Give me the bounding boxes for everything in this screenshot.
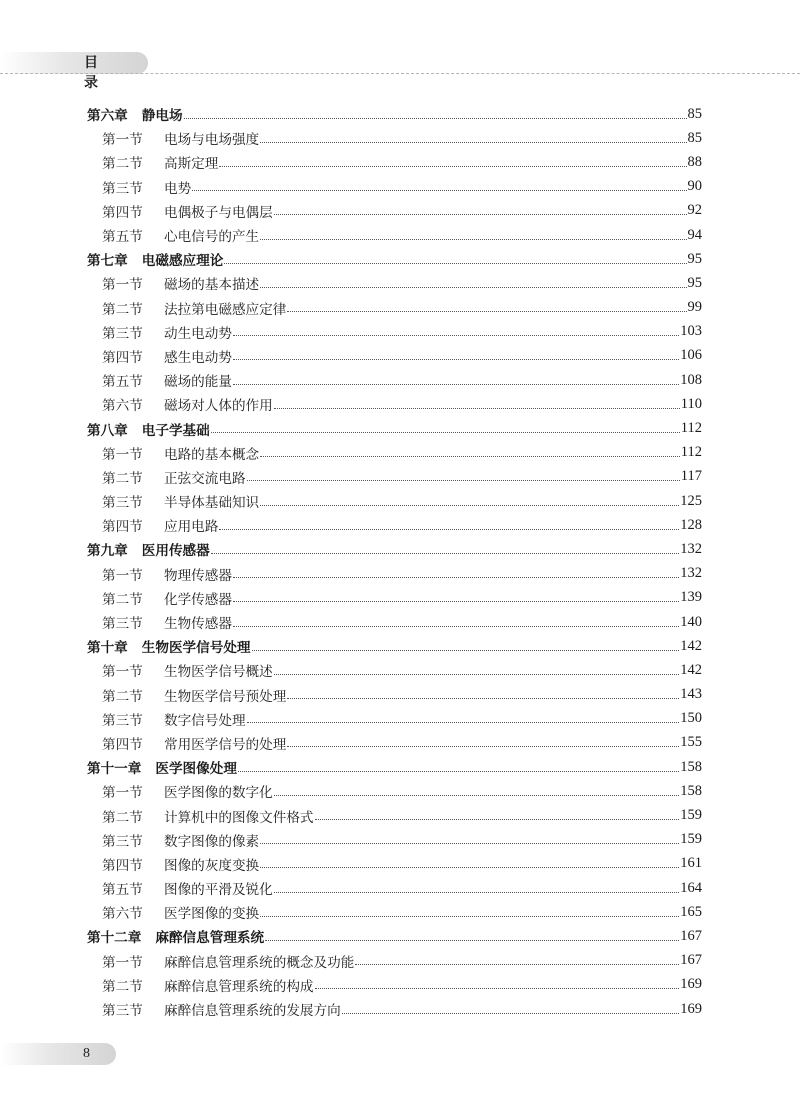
- toc-entry-title: 电偶极子与电偶层: [164, 204, 273, 221]
- toc-entry-page: 158: [680, 758, 702, 775]
- toc-leader-dots: [260, 916, 679, 917]
- toc-entry-title: 感生电动势: [164, 349, 232, 366]
- toc-entry-number: 第六章: [87, 108, 128, 125]
- toc-entry-title: 物理传感器: [164, 567, 232, 584]
- toc-entry-title: 麻醉信息管理系统的概念及功能: [164, 954, 355, 971]
- toc-leader-dots: [219, 529, 679, 530]
- toc-entry-number: 第二节: [102, 809, 143, 826]
- toc-entry-title: 电路的基本概念: [164, 446, 260, 463]
- toc-entry-number: 第二节: [102, 470, 143, 487]
- toc-leader-dots: [219, 166, 686, 167]
- toc-section-row[interactable]: [87, 876, 702, 900]
- toc-leader-dots: [260, 843, 679, 844]
- toc-entry-number: 第六节: [102, 398, 143, 415]
- toc-leader-dots: [247, 722, 680, 723]
- toc-leader-dots: [192, 190, 686, 191]
- toc-section-row[interactable]: [87, 441, 702, 465]
- toc-entry-title: 常用医学信号的处理: [164, 736, 287, 753]
- toc-entry-page: 169: [680, 1000, 702, 1017]
- toc-entry-number: 第二节: [102, 978, 143, 995]
- toc-entry-number: 第二节: [102, 301, 143, 318]
- toc-entry-title: 生物医学信号概述: [164, 664, 273, 681]
- toc-section-row[interactable]: [87, 320, 702, 344]
- toc-chapter-row[interactable]: [87, 634, 702, 658]
- toc-section-row[interactable]: [87, 900, 702, 924]
- header-divider: [0, 73, 800, 74]
- toc-entry-page: 159: [680, 831, 702, 848]
- toc-entry-page: 85: [687, 129, 702, 146]
- toc-entry-page: 164: [680, 879, 702, 896]
- toc-leader-dots: [252, 650, 680, 651]
- toc-entry-page: 128: [680, 516, 702, 533]
- toc-leader-dots: [233, 577, 679, 578]
- toc-entry-title: 磁场对人体的作用: [164, 398, 273, 415]
- toc-section-row[interactable]: [87, 586, 702, 610]
- toc-entry-title: 磁场的基本描述: [164, 277, 260, 294]
- toc-section-row[interactable]: [87, 271, 702, 295]
- toc-entry-number: 第九章: [87, 543, 128, 560]
- toc-entry-page: 140: [680, 613, 702, 630]
- toc-entry-number: 第十二章: [87, 930, 142, 947]
- toc-entry-page: 142: [680, 661, 702, 678]
- toc-section-row[interactable]: [87, 803, 702, 827]
- toc-chapter-row[interactable]: [87, 416, 702, 440]
- toc-entry-title: 图像的平滑及锐化: [164, 882, 273, 899]
- toc-entry-number: 第二节: [102, 688, 143, 705]
- toc-section-row[interactable]: [87, 175, 702, 199]
- toc-section-row[interactable]: [87, 828, 702, 852]
- toc-entry-number: 第三节: [102, 1003, 143, 1020]
- toc-entry-number: 第五节: [102, 882, 143, 899]
- toc-entry-number: 第四节: [102, 519, 143, 536]
- toc-entry-title: 正弦交流电路: [164, 470, 246, 487]
- toc-entry-page: 165: [680, 903, 702, 920]
- toc-chapter-row[interactable]: [87, 102, 702, 126]
- toc-leader-dots: [287, 698, 679, 699]
- toc-entry-title: 高斯定理: [164, 156, 219, 173]
- toc-leader-dots: [211, 432, 680, 433]
- toc-section-row[interactable]: [87, 562, 702, 586]
- toc-entry-page: 95: [687, 250, 702, 267]
- toc-chapter-row[interactable]: [87, 924, 702, 948]
- toc-leader-dots: [247, 480, 680, 481]
- toc-entry-number: 第四节: [102, 349, 143, 366]
- toc-entry-title: 磁场的能量: [164, 374, 232, 391]
- toc-leader-dots: [315, 988, 680, 989]
- toc-section-row[interactable]: [87, 658, 702, 682]
- toc-entry-page: 90: [687, 178, 702, 195]
- toc-section-row[interactable]: [87, 392, 702, 416]
- toc-entry-page: 159: [680, 807, 702, 824]
- toc-section-row[interactable]: [87, 344, 702, 368]
- toc-entry-page: 112: [680, 420, 702, 437]
- toc-section-row[interactable]: [87, 852, 702, 876]
- toc-chapter-row[interactable]: [87, 755, 702, 779]
- toc-leader-dots: [355, 964, 679, 965]
- toc-entry-title: 电场与电场强度: [164, 132, 260, 149]
- toc-leader-dots: [260, 142, 686, 143]
- toc-entry-page: 125: [680, 492, 702, 509]
- toc-leader-dots: [260, 456, 680, 457]
- toc-entry-title: 图像的灰度变换: [164, 857, 260, 874]
- toc-section-row[interactable]: [87, 199, 702, 223]
- toc-entry-page: 132: [680, 540, 702, 557]
- toc-section-row[interactable]: [87, 949, 702, 973]
- toc-entry-title: 应用电路: [164, 519, 219, 536]
- toc-entry-title: 数字图像的像素: [164, 833, 260, 850]
- toc-chapter-row[interactable]: [87, 537, 702, 561]
- toc-leader-dots: [233, 601, 679, 602]
- toc-entry-page: 88: [687, 153, 702, 170]
- toc-entry-number: 第五节: [102, 229, 143, 246]
- toc-entry-number: 第三节: [102, 180, 143, 197]
- toc-entry-title: 医学图像的数字化: [164, 785, 273, 802]
- toc-entry-title: 心电信号的产生: [164, 229, 260, 246]
- toc-section-row[interactable]: [87, 610, 702, 634]
- toc-entry-number: 第三节: [102, 833, 143, 850]
- toc-entry-title: 生物传感器: [164, 616, 232, 633]
- toc-entry-page: 155: [680, 734, 702, 751]
- toc-entry-page: 103: [680, 323, 702, 340]
- toc-entry-page: 92: [687, 202, 702, 219]
- toc-section-row[interactable]: [87, 779, 702, 803]
- page-header-title: 目 录: [84, 55, 112, 91]
- toc-entry-page: 142: [680, 637, 702, 654]
- toc-section-row[interactable]: [87, 465, 702, 489]
- toc-entry-title: 静电场: [141, 108, 183, 125]
- toc-leader-dots: [233, 626, 679, 627]
- toc-leader-dots: [233, 335, 679, 336]
- toc-entry-number: 第三节: [102, 712, 143, 729]
- toc-entry-page: 161: [680, 855, 702, 872]
- toc-entry-title: 麻醉信息管理系统的发展方向: [164, 1003, 341, 1020]
- toc-entry-number: 第十章: [87, 640, 128, 657]
- toc-entry-number: 第一节: [102, 664, 143, 681]
- toc-leader-dots: [233, 384, 679, 385]
- toc-entry-title: 电子学基础: [141, 422, 210, 439]
- toc-leader-dots: [265, 940, 679, 941]
- toc-entry-title: 半导体基础知识: [164, 495, 260, 512]
- footer-tab: [0, 1043, 116, 1065]
- toc-leader-dots: [260, 505, 679, 506]
- toc-entry-page: 99: [687, 299, 702, 316]
- toc-leader-dots: [274, 892, 680, 893]
- toc-entry-title: 电磁感应理论: [141, 253, 224, 270]
- toc-entry-title: 法拉第电磁感应定律: [164, 301, 287, 318]
- toc-section-row[interactable]: [87, 489, 702, 513]
- toc-section-row[interactable]: [87, 150, 702, 174]
- toc-entry-page: 167: [680, 952, 702, 969]
- toc-leader-dots: [260, 287, 686, 288]
- toc-entry-title: 生物医学信号预处理: [164, 688, 287, 705]
- toc-entry-number: 第三节: [102, 325, 143, 342]
- toc-entry-number: 第一节: [102, 785, 143, 802]
- toc-entry-number: 第二节: [102, 591, 143, 608]
- toc-leader-dots: [274, 674, 680, 675]
- toc-section-row[interactable]: [87, 731, 702, 755]
- toc-entry-number: 第二节: [102, 156, 143, 173]
- toc-entry-number: 第一节: [102, 567, 143, 584]
- toc-leader-dots: [211, 553, 680, 554]
- toc-entry-page: 150: [680, 710, 702, 727]
- toc-entry-number: 第六节: [102, 906, 143, 923]
- toc-leader-dots: [274, 214, 687, 215]
- toc-entry-title: 医用传感器: [141, 543, 210, 560]
- toc-entry-title: 动生电动势: [164, 325, 232, 342]
- toc-leader-dots: [287, 311, 686, 312]
- toc-entry-number: 第一节: [102, 954, 143, 971]
- toc-entry-page: 132: [680, 565, 702, 582]
- toc-entry-title: 数字信号处理: [164, 712, 246, 729]
- toc-chapter-row[interactable]: [87, 247, 702, 271]
- toc-entry-title: 生物医学信号处理: [141, 640, 251, 657]
- toc-entry-page: 117: [680, 468, 702, 485]
- toc-leader-dots: [260, 867, 679, 868]
- toc-leader-dots: [287, 746, 679, 747]
- toc-entry-page: 169: [680, 976, 702, 993]
- toc-leader-dots: [233, 359, 679, 360]
- toc-entry-page: 167: [680, 927, 702, 944]
- toc-section-row[interactable]: [87, 973, 702, 997]
- toc-section-row[interactable]: [87, 368, 702, 392]
- toc-entry-title: 医学图像的变换: [164, 906, 260, 923]
- toc-entry-page: 143: [680, 686, 702, 703]
- toc-entry-title: 麻醉信息管理系统的构成: [164, 978, 314, 995]
- toc-entry-number: 第三节: [102, 495, 143, 512]
- toc-entry-page: 139: [680, 589, 702, 606]
- toc-entry-number: 第一节: [102, 446, 143, 463]
- toc-leader-dots: [342, 1013, 680, 1014]
- toc-leader-dots: [274, 795, 680, 796]
- toc-entry-title: 计算机中的图像文件格式: [164, 809, 314, 826]
- toc-entry-title: 麻醉信息管理系统: [155, 930, 265, 947]
- toc-entry-number: 第四节: [102, 736, 143, 753]
- toc-entry-number: 第七章: [87, 253, 128, 270]
- toc-entry-number: 第一节: [102, 132, 143, 149]
- toc-section-row[interactable]: [87, 296, 702, 320]
- toc-section-row[interactable]: [87, 707, 702, 731]
- toc-leader-dots: [224, 263, 686, 264]
- toc-entry-page: 158: [680, 782, 702, 799]
- toc-section-row[interactable]: [87, 513, 702, 537]
- toc-leader-dots: [184, 118, 687, 119]
- toc-entry-number: 第四节: [102, 204, 143, 221]
- toc-entry-number: 第三节: [102, 616, 143, 633]
- toc-leader-dots: [315, 819, 680, 820]
- header-tab: [0, 52, 148, 91]
- table-of-contents: [87, 102, 702, 1021]
- toc-leader-dots: [260, 239, 686, 240]
- toc-entry-page: 106: [680, 347, 702, 364]
- toc-section-row[interactable]: [87, 997, 702, 1021]
- page-number: 8: [83, 1046, 90, 1061]
- toc-entry-page: 110: [680, 395, 702, 412]
- toc-section-row[interactable]: [87, 223, 702, 247]
- toc-entry-number: 第四节: [102, 857, 143, 874]
- toc-entry-title: 医学图像处理: [155, 761, 237, 778]
- toc-entry-number: 第一节: [102, 277, 143, 294]
- toc-entry-title: 化学传感器: [164, 591, 232, 608]
- toc-entry-page: 112: [680, 444, 702, 461]
- toc-entry-page: 94: [687, 226, 702, 243]
- toc-entry-number: 第十一章: [87, 761, 142, 778]
- toc-leader-dots: [238, 771, 679, 772]
- toc-entry-title: 电势: [164, 180, 192, 197]
- toc-entry-page: 85: [687, 105, 702, 122]
- toc-entry-number: 第八章: [87, 422, 128, 439]
- toc-section-row[interactable]: [87, 683, 702, 707]
- toc-entry-number: 第五节: [102, 374, 143, 391]
- toc-leader-dots: [274, 408, 680, 409]
- toc-section-row[interactable]: [87, 126, 702, 150]
- toc-entry-page: 108: [680, 371, 702, 388]
- toc-entry-page: 95: [687, 274, 702, 291]
